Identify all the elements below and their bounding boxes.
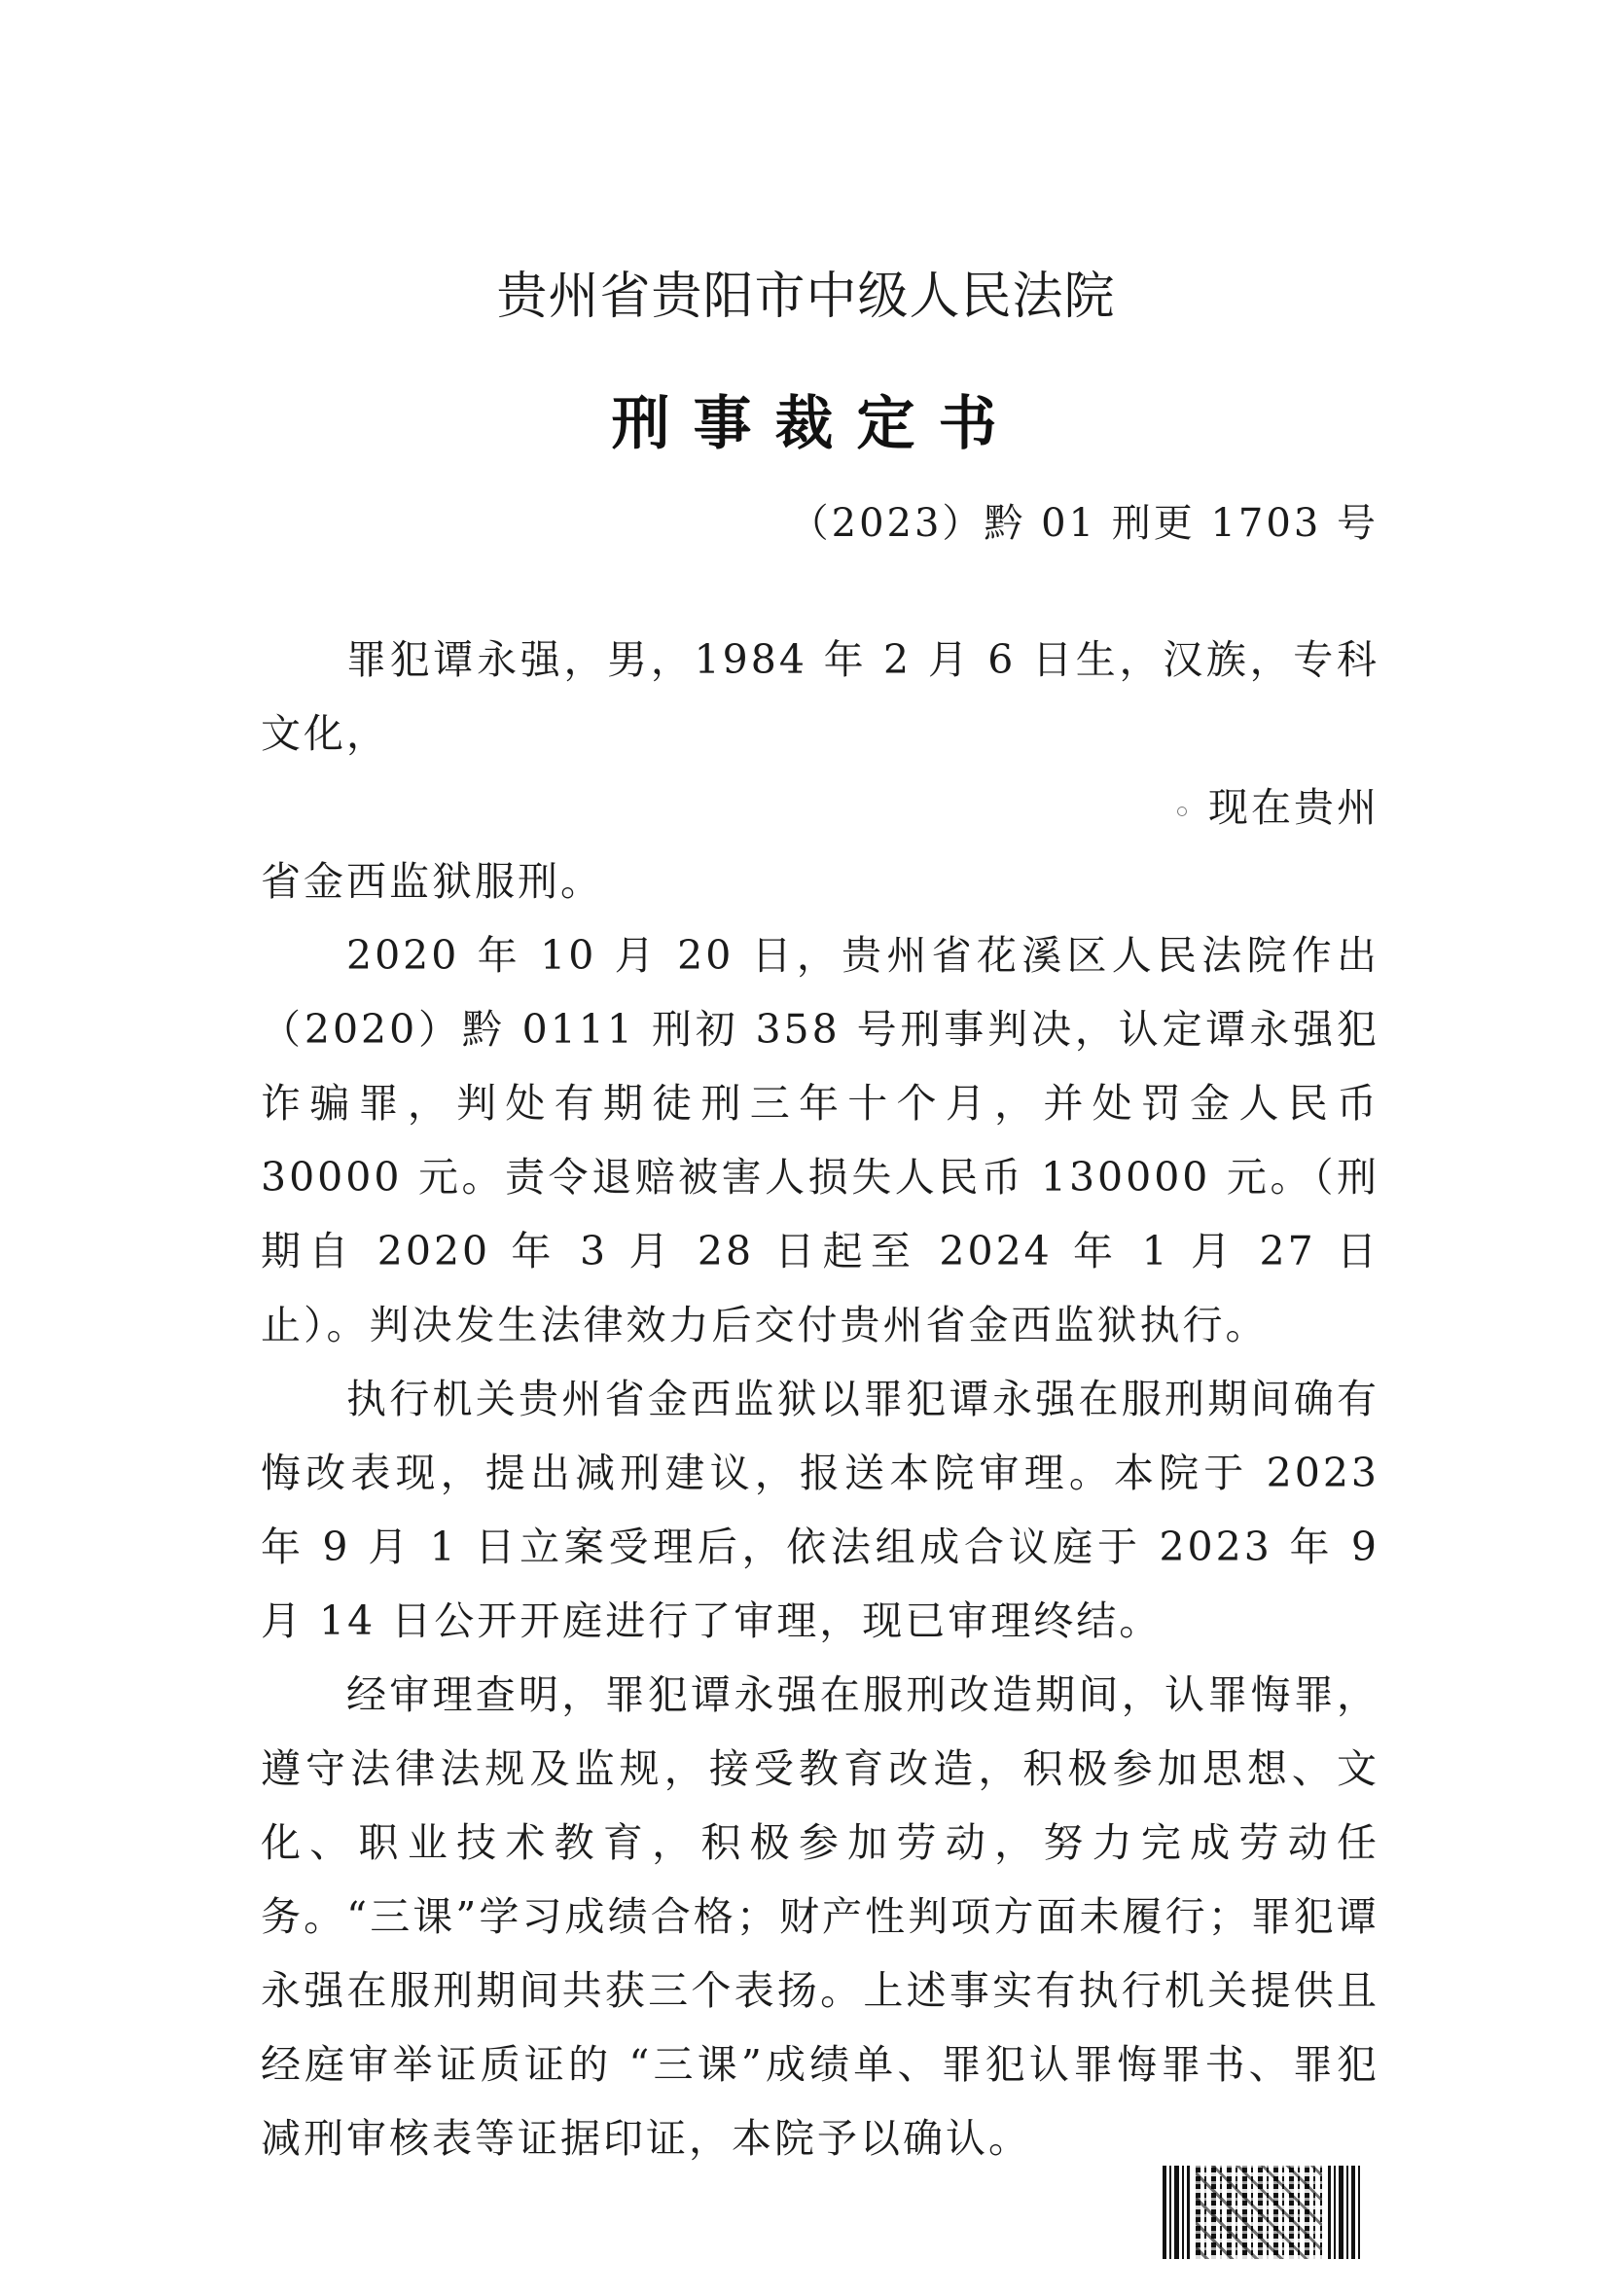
barcode-bars-right [1328, 2166, 1360, 2259]
paragraph-defendant-line3: 省金西监狱服刑。 [261, 858, 603, 905]
document-body [261, 623, 1379, 2175]
paragraph-defendant-line2 [261, 771, 1379, 844]
court-name: 贵州省贵阳市中级人民法院 [496, 268, 1116, 326]
barcode-bars-left [1163, 2166, 1190, 2259]
redaction-mark-icon [1177, 807, 1187, 816]
paragraph-original-judgment: 2020 年 10 月 20 日，贵州省花溪区人民法院作出（2020）黔 0111 刑初 358 号刑事判决，认定谭永强犯诈骗罪，判处有期徒刑三年十个月，并处罚金人民币 30000 元。责令退赔被害人损失人民币 130000 元。（刑期自 2020 年 3 月 28 日起至 2024 年 1 月 27 日止）。判决发生法律效力后交付贵州省金西监狱执行。 [261, 932, 1379, 1348]
paragraph-findings: 经审理查明，罪犯谭永强在服刑改造期间，认罪悔罪，遵守法律法规及监规，接受教育改造，积极参加思想、文化、职业技术教育，积极参加劳动，努力完成劳动任务。“三课”学习成绩合格；财产性判项方面未履行；罪犯谭永强在服刑期间共获三个表扬。上述事实有执行机关提供且经庭审举证质证的 “三课”成绩单、罪犯认罪悔罪书、罪犯减刑审核表等证据印证，本院予以确认。 [261, 1671, 1379, 2162]
case-number: （2023）黔 01 刑更 1703 号 [789, 501, 1379, 546]
qr-code-icon [1196, 2166, 1322, 2259]
barcode-icon [1163, 2166, 1382, 2259]
paragraph-commutation-proposal: 执行机关贵州省金西监狱以罪犯谭永强在服刑期间确有悔改表现，提出减刑建议，报送本院审理。本院于 2023 年 9 月 1 日立案受理后，依法组成合议庭于 2023 年 9 月 14 日公开开庭进行了审理，现已审理终结。 [261, 1376, 1379, 1644]
paragraph-defendant-line2-text: 现在贵州 [1208, 784, 1379, 831]
document-title: 刑事裁定书 [611, 390, 1021, 458]
paragraph-defendant-line1: 罪犯谭永强，男，1984 年 2 月 6 日生，汉族，专科文化， [261, 636, 1379, 757]
